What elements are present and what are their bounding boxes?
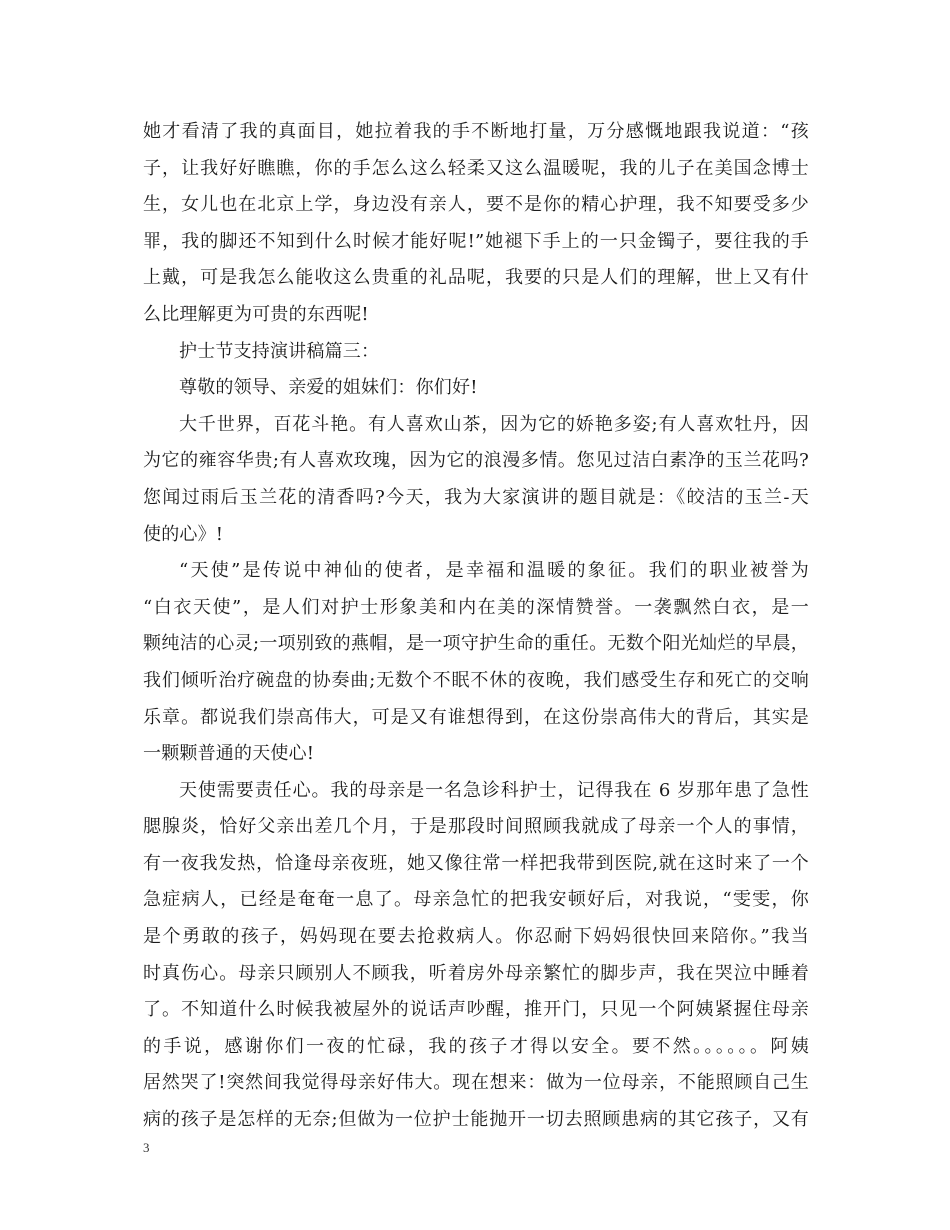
text-line: 有一夜我发热，恰逢母亲夜班，她又像往常一样把我带到医院,就在这时来了一个 [143, 852, 809, 874]
text-line: 了。不知道什么时候我被屋外的说话声吵醒，推开门，只见一个阿姨紧握住母亲 [143, 999, 809, 1021]
text-line: 子，让我好好瞧瞧，你的手怎么这么轻柔又这么温暖呢，我的儿子在美国念博士 [143, 157, 809, 179]
text-line: 居然哭了!突然间我觉得母亲好伟大。现在想来：做为一位母亲，不能照顾自己生 [143, 1072, 809, 1094]
text-line: 腮腺炎，恰好父亲出差几个月，于是那段时间照顾我就成了母亲一个人的事情， [143, 816, 809, 838]
page-number: 3 [143, 1140, 150, 1155]
text-line: 时真伤心。母亲只顾别人不顾我，听着房外母亲繁忙的脚步声，我在哭泣中睡着 [143, 962, 809, 984]
text-line: 您闻过雨后玉兰花的清香吗?今天，我为大家演讲的题目就是：《皎洁的玉兰-天 [143, 486, 809, 508]
text-line: 是个勇敢的孩子，妈妈现在要去抢救病人。你忍耐下妈妈很快回来陪你。”我当 [143, 926, 809, 948]
text-line: 上戴，可是我怎么能收这么贵重的礼品呢，我要的只是人们的理解，世上又有什 [143, 267, 809, 289]
text-line: 为它的雍容华贵;有人喜欢玫瑰，因为它的浪漫多情。您见过洁白素净的玉兰花吗? [143, 450, 809, 472]
text-line: “天使”是传说中神仙的使者，是幸福和温暖的象征。我们的职业被誉为 [179, 560, 809, 582]
text-line: 的手说，感谢你们一夜的忙碌，我的孩子才得以安全。要不然。。。。。。阿姨 [143, 1035, 809, 1057]
text-line: 颗纯洁的心灵;一项别致的燕帽，是一项守护生命的重任。无数个阳光灿烂的早晨， [143, 633, 809, 655]
text-line: 病的孩子是怎样的无奈;但做为一位护士能抛开一切去照顾患病的其它孩子，又有 [143, 1109, 809, 1131]
text-line: 大千世界，百花斗艳。有人喜欢山茶，因为它的娇艳多姿;有人喜欢牡丹，因 [179, 413, 809, 435]
text-line: “白衣天使”，是人们对护士形象美和内在美的深情赞誉。一袭飘然白衣，是一 [143, 596, 809, 618]
text-line: 我们倾听治疗碗盘的协奏曲;无数个不眠不休的夜晚，我们感受生存和死亡的交响 [143, 669, 809, 691]
salutation: 尊敬的领导、亲爱的姐妹们：你们好! [179, 377, 478, 399]
text-line: 么比理解更为可贵的东西呢! [143, 303, 369, 325]
text-line: 天使需要责任心。我的母亲是一名急诊科护士，记得我在 6 岁那年患了急性 [179, 779, 809, 801]
text-line: 一颗颗普通的天使心! [143, 743, 315, 765]
text-line: 罪，我的脚还不知到什么时候才能好呢!”她褪下手上的一只金镯子，要往我的手 [143, 230, 809, 252]
text-line: 使的心》! [143, 523, 224, 545]
text-line: 乐章。都说我们崇高伟大，可是又有谁想得到，在这份崇高伟大的背后，其实是 [143, 706, 809, 728]
text-line: 急症病人，已经是奄奄一息了。母亲急忙的把我安顿好后，对我说，“雯雯，你 [143, 889, 809, 911]
section-heading: 护士节支持演讲稿篇三： [179, 340, 380, 362]
document-body [143, 114, 809, 1139]
text-line: 生，女儿也在北京上学，身边没有亲人，要不是你的精心护理，我不知要受多少 [143, 194, 809, 216]
text-line: 她才看清了我的真面目，她拉着我的手不断地打量，万分感慨地跟我说道：“孩 [143, 121, 809, 142]
